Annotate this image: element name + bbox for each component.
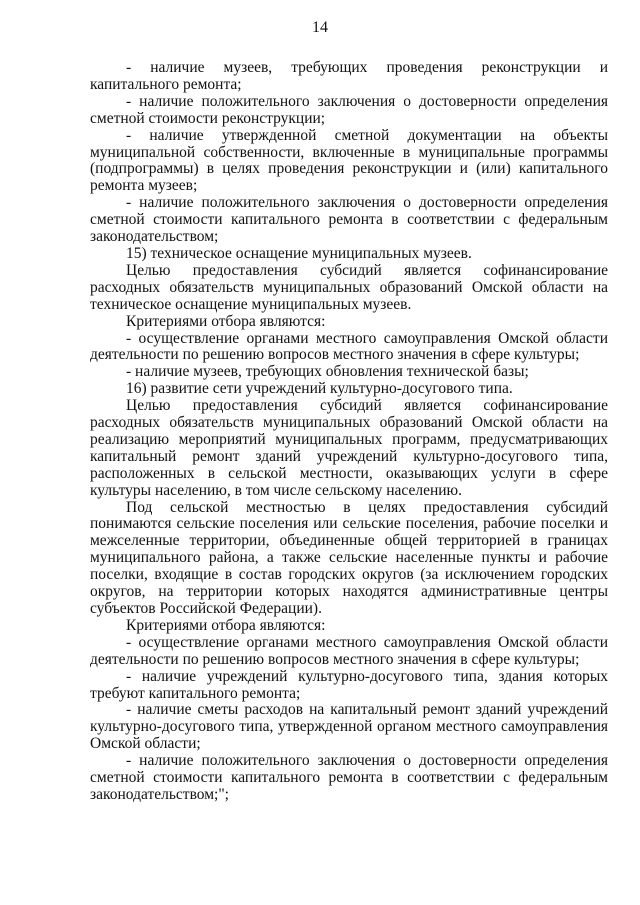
document-body (90, 60, 608, 804)
paragraph-criterion-reconstruction-estimate: - наличие положительного заключения о достоверности определения сметной стоимости реконструкции; (90, 92, 608, 127)
paragraph-item-16-criteria-heading: Критериями отбора являются: (126, 616, 326, 634)
paragraph-item-15-criterion-technical-base: - наличие музеев, требующих обновления технической базы; (126, 363, 529, 381)
page-number: 14 (312, 19, 328, 36)
paragraph-criterion-museums-reconstruction: - наличие музеев, требующих проведения реконструкции и капитального ремонта; (90, 59, 608, 93)
paragraph-criterion-repair-estimate: - наличие положительного заключения о достоверности определения сметной стоимости капитального ремонта в соответствии с федеральным законодательством; (90, 194, 608, 246)
paragraph-item-15-purpose: Целью предоставления субсидий является софинансирование расходных обязательств муниципальных образований Омской области на техническое оснащение муниципальных музеев. (90, 261, 608, 313)
paragraph-item-15-criteria-heading: Критериями отбора являются: (126, 312, 326, 330)
paragraph-item-16-heading: 16) развитие сети учреждений культурно-досугового типа. (126, 380, 513, 398)
paragraph-item-16-rural-definition: Под сельской местностью в целях предоставления субсидий понимаются сельские поселения или сельские поселения, рабочие поселки и межселенные территории, объединенные общей территорией в границах муниципального района, а также сельские населенные пункты и рабочие поселки, входящие в состав городских округов (за исключением городских округов, на территории которых находятся административные центры субъектов Российской Федерации). (90, 498, 608, 617)
paragraph-criterion-approved-documentation: - наличие утвержденной сметной документации на объекты муниципальной собственности, включенные в муниципальные программы (подпрограммы) в целях проведения реконструкции и (или) капитального ремонта музеев; (90, 126, 608, 195)
paragraph-item-16-criterion-local-government: - осуществление органами местного самоуправления Омской области деятельности по решению вопросов местного значения в сфере культуры; (90, 633, 608, 668)
paragraph-item-16-criterion-institutions: - наличие учреждений культурно-досугового типа, здания которых требуют капитального ремонта; (90, 667, 608, 702)
paragraph-item-16-criterion-estimate: - наличие сметы расходов на капитальный ремонт зданий учреждений культурно-досугового типа, утвержденной органом местного самоуправления Омской области; (90, 701, 608, 753)
paragraph-item-16-purpose: Целью предоставления субсидий является софинансирование расходных обязательств муниципальных образований Омской области на реализацию мероприятий муниципальных программ, предусматривающих капитальный ремонт зданий учреждений культурно-досугового типа, расположенных в сельской местности, оказывающих услуги в сфере культуры населению, в том числе сельскому населению. (90, 397, 608, 499)
paragraph-item-15-criterion-local-government: - осуществление органами местного самоуправления Омской области деятельности по решению вопросов местного значения в сфере культуры; (90, 329, 608, 364)
paragraph-item-15-heading: 15) техническое оснащение муниципальных музеев. (126, 244, 472, 262)
paragraph-item-16-criterion-positive-conclusion: - наличие положительного заключения о достоверности определения сметной стоимости капитального ремонта в соответствии с федеральным законодательством;"; (90, 752, 608, 803)
